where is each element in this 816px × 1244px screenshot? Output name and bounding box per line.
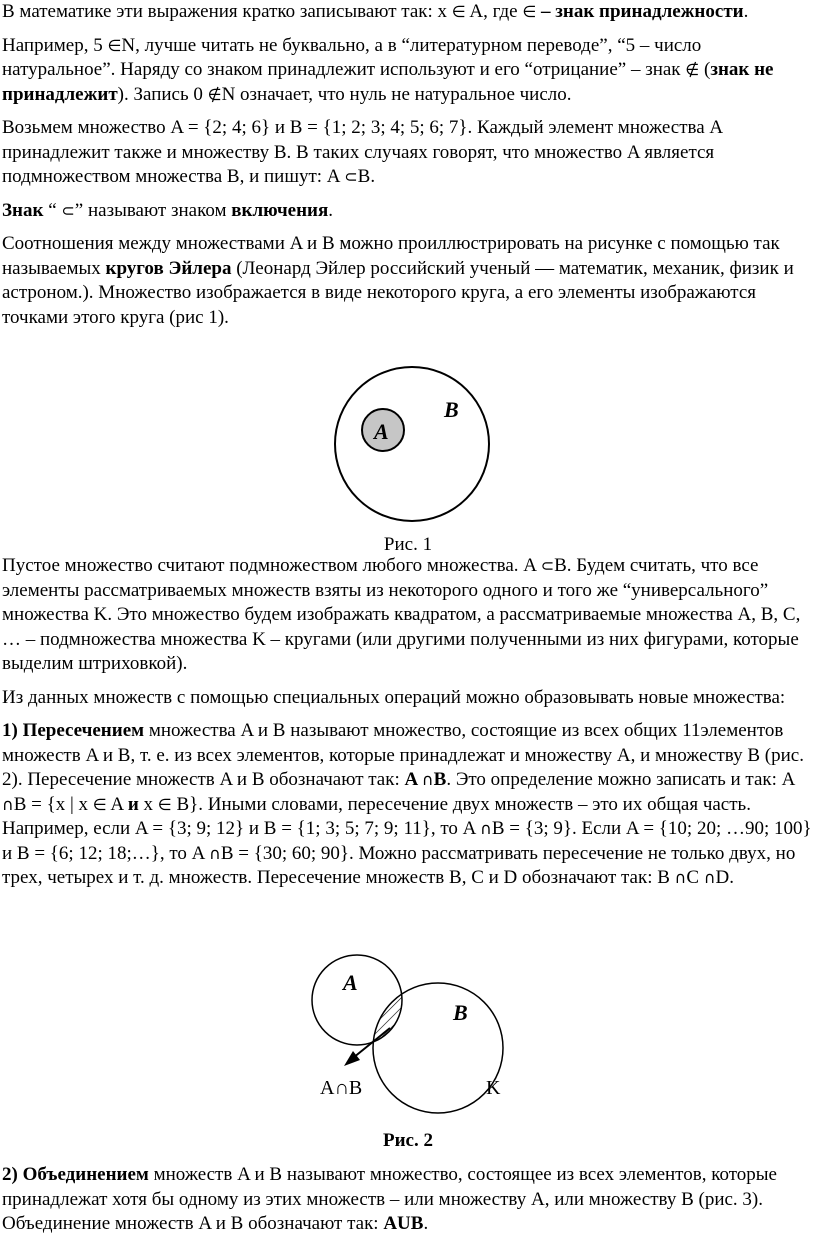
text: ” называют знаком bbox=[74, 199, 232, 221]
paragraph-operations bbox=[0, 686, 816, 711]
circle-b bbox=[335, 367, 489, 521]
paragraph-inclusion-sign bbox=[0, 199, 816, 224]
text: ( bbox=[699, 59, 711, 80]
text: “ bbox=[43, 199, 62, 221]
text: множества A и B называют множество, состоящие из всех общих 11элементов множеств A и B, т. е. из всех элементов, которые принадлежат и множеству A, и множеству B (рис. 2). Пересечение множеств A и B обозначают так: bbox=[2, 720, 804, 790]
bold-term: 1) Пересечением bbox=[2, 720, 145, 741]
intersection-symbol: ∩ bbox=[480, 819, 492, 838]
text: Из данных множеств с помощью специальных операций можно образовывать новые множества: bbox=[2, 686, 786, 708]
paragraph-empty-set bbox=[0, 554, 816, 677]
paragraph-union bbox=[0, 1163, 816, 1237]
element-of-symbol: ∈ bbox=[107, 35, 122, 55]
bold-term: B bbox=[433, 769, 447, 790]
figure-2-caption: Рис. 2 bbox=[383, 1130, 433, 1151]
paragraph-euler-circles bbox=[0, 232, 816, 330]
text: x bbox=[138, 793, 158, 815]
element-of-symbol: ∈ bbox=[522, 2, 537, 21]
label-b: B bbox=[453, 1000, 468, 1025]
intersection-symbol: ∩ bbox=[674, 868, 687, 887]
text: B = {3; 9}. Если A = {10; 20; …90; 100} и B = {6; 12; 18;…}, то A bbox=[2, 818, 812, 864]
intersection-symbol: ∩ bbox=[2, 794, 14, 814]
text: . bbox=[423, 1213, 429, 1234]
intersection-symbol: ∩ bbox=[703, 868, 716, 887]
bold-term: – знак принадлежности bbox=[536, 1, 744, 22]
label-a: A bbox=[343, 970, 358, 995]
text: Пустое множество считают подмножеством любого множества. A bbox=[2, 555, 541, 576]
bold-term: AUB bbox=[383, 1213, 424, 1234]
text: A, где bbox=[465, 1, 523, 22]
text: A bbox=[106, 793, 128, 815]
text: B}. Иными словами, пересечение двух множеств – это их общая часть. Например, если A = {3; 9; 12} и B = {1; 3; 5; 7; 9; 11}, то A bbox=[2, 793, 751, 839]
text: N означает, что нуль не натуральное число. bbox=[221, 83, 572, 105]
figure-1-caption: Рис. 1 bbox=[383, 534, 433, 555]
text: Возьмем множество A = {2; 4; 6} и B = {1; 2; 3; 4; 5; 6; 7}. Каждый элемент множества A принадлежит также и множеству B. В таких случаях говорят, что множество A является подмножеством множества B, и пишут: A bbox=[2, 117, 723, 187]
text: ). Запись 0 bbox=[117, 83, 208, 105]
bold-term: и bbox=[127, 793, 139, 815]
text: B. bbox=[357, 166, 376, 187]
text: C bbox=[686, 867, 704, 888]
intersection-symbol: ∩ bbox=[209, 843, 221, 863]
text: В математике эти выражения кратко записывают так: x bbox=[2, 1, 452, 22]
label-a: A bbox=[374, 419, 389, 444]
text: множеств A и B называют множество, состоящее из всех элементов, которые принадлежат хотя бы одному из этих множеств – или множеству A, или множеству B (рис. 3). Объединение множеств A и B обозначают так: bbox=[2, 1164, 777, 1234]
text: N, лучше читать не буквально, а в “литературном переводе”, “5 – число натуральное”. Наряду со знаком принадлежит используют и его “отрицание” – знак bbox=[2, 34, 702, 80]
circle-b bbox=[373, 983, 503, 1113]
text: . bbox=[743, 1, 749, 22]
bold-term: включения bbox=[231, 199, 329, 221]
element-of-symbol: ∈ bbox=[157, 794, 172, 814]
label-k: K bbox=[486, 1077, 501, 1099]
text: D. bbox=[715, 867, 735, 888]
not-element-of-symbol: ∉ bbox=[207, 84, 222, 104]
paragraph-example bbox=[0, 34, 816, 108]
text: B = {x | x bbox=[13, 793, 93, 815]
text: Соотношения между множествами A и B можно проиллюстрировать на рисунке с помощью так называемых bbox=[2, 233, 780, 279]
subset-symbol: ⊂ bbox=[61, 200, 75, 220]
figure-2-intersection bbox=[310, 950, 520, 1120]
paragraph-intersection bbox=[0, 719, 816, 891]
intersection-symbol: ∩ bbox=[421, 770, 434, 789]
text: (Леонард Эйлер российский ученый — математик, механик, физик и астроном.). Множество изображается в виде некоторого круга, а его элементы изображаются точками этого круга (рис 1). bbox=[2, 257, 794, 328]
subset-symbol: ⊂ bbox=[540, 556, 555, 575]
bold-term: знак не принадлежит bbox=[2, 59, 774, 105]
label-intersection: A∩B bbox=[320, 1077, 363, 1099]
label-b: B bbox=[444, 397, 459, 422]
paragraph-subset bbox=[0, 116, 816, 190]
not-element-of-symbol: ∉ bbox=[685, 60, 700, 79]
subset-symbol: ⊂ bbox=[344, 167, 358, 186]
element-of-symbol: ∈ bbox=[92, 794, 107, 814]
text: B. Будем считать, что все элементы рассматриваемых множеств взяты из некоторого одного и того же “универсального” множества K. Это множество будем изображать квадратом, а рассматриваемые множества A, B, C, … – подмножества множества K – кругами (или другими полученными из них фигурами, которые выделим штриховкой). bbox=[2, 555, 801, 674]
text: B = {30; 60; 90}. Можно рассматривать пересечение не только двух, но трех, четырех и т. д. множеств. Пересечение множеств B, C и D обозначают так: B bbox=[2, 842, 796, 888]
bold-term: Знак bbox=[2, 199, 44, 221]
bold-term: A bbox=[404, 769, 422, 790]
figure-1-euler-subset bbox=[330, 365, 495, 525]
element-of-symbol: ∈ bbox=[451, 2, 466, 21]
text: . bbox=[328, 199, 334, 221]
text: Например, 5 bbox=[2, 34, 108, 56]
circle-a bbox=[312, 955, 402, 1045]
bold-term: 2) Объединением bbox=[2, 1164, 149, 1185]
bold-term: кругов Эйлера bbox=[105, 257, 232, 279]
text: . Это определение можно записать и так: A bbox=[446, 769, 795, 790]
paragraph-membership bbox=[0, 0, 816, 25]
